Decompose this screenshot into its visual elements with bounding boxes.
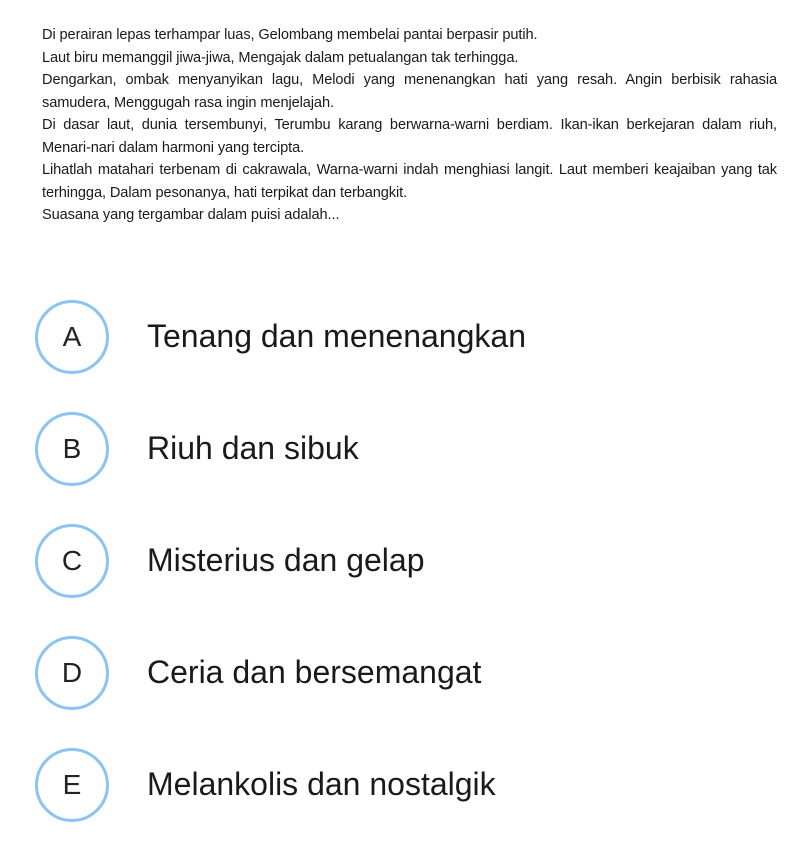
option-c[interactable] — [30, 524, 770, 636]
question-paragraph: Lihatlah matahari terbenam di cakrawala, Warna-warni indah menghiasi langit. Laut memberi keajaiban yang tak terhingga, Dalam pesonanya, hati terpikat dan terbangkit. — [42, 162, 777, 201]
option-b[interactable] — [30, 412, 770, 524]
option-label: Misterius dan gelap — [147, 542, 425, 578]
option-e[interactable] — [30, 748, 770, 860]
option-letter-badge: A — [35, 300, 109, 374]
option-d[interactable] — [30, 636, 770, 748]
option-label: Riuh dan sibuk — [147, 430, 359, 466]
option-letter-badge: C — [35, 524, 109, 598]
question-paragraph: Dengarkan, ombak menyanyikan lagu, Melodi yang menenangkan hati yang resah. Angin berbisik rahasia samudera, Menggugah rasa ingin menjelajah. — [42, 72, 777, 111]
question-paragraph: Di perairan lepas terhampar luas, Gelombang membelai pantai berpasir putih. — [42, 27, 538, 43]
option-letter-badge: D — [35, 636, 109, 710]
option-letter-badge: B — [35, 412, 109, 486]
question-text — [42, 24, 777, 227]
question-paragraph: Di dasar laut, dunia tersembunyi, Terumbu karang berwarna-warni berdiam. Ikan-ikan berkejaran dalam riuh, Menari-nari dalam harmoni yang tercipta. — [42, 117, 777, 156]
option-label: Melankolis dan nostalgik — [147, 766, 496, 802]
question-paragraph: Laut biru memanggil jiwa-jiwa, Mengajak dalam petualangan tak terhingga. — [42, 49, 519, 66]
question-prompt: Suasana yang tergambar dalam puisi adalah... — [42, 207, 340, 223]
option-a[interactable] — [30, 300, 770, 412]
option-letter-badge: E — [35, 748, 109, 822]
option-label: Tenang dan menenangkan — [147, 318, 526, 354]
option-label: Ceria dan bersemangat — [147, 654, 482, 690]
answer-options — [30, 300, 770, 860]
